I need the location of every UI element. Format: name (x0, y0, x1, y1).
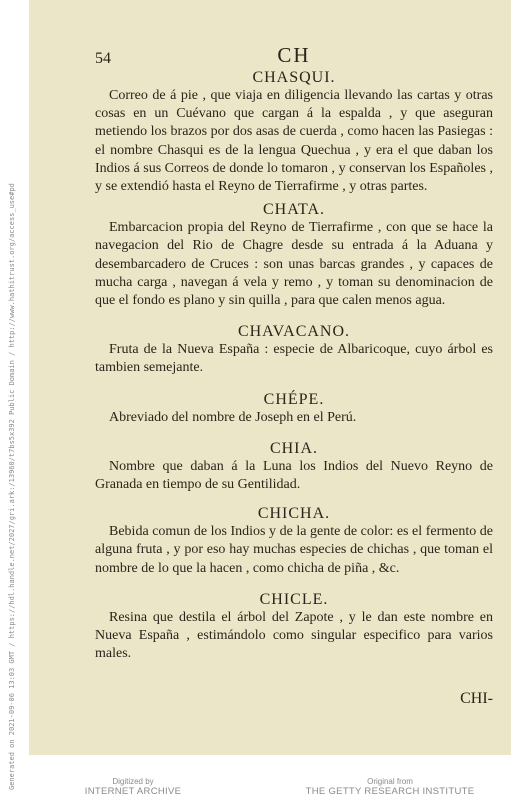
dictionary-entry (95, 390, 493, 427)
dictionary-entry (95, 504, 493, 578)
running-head: CH (277, 43, 311, 67)
entry-headword: CHATA. (262, 201, 326, 219)
scanned-page (29, 0, 511, 755)
dictionary-entry (95, 200, 493, 310)
page-number: 54 (95, 50, 111, 67)
footer-right-org: THE GETTY RESEARCH INSTITUTE (305, 786, 475, 797)
hathitrust-margin-note: Generated on 2021-09-06 13:03 GMT / https://hdl.handle.net/2027/gri.ark:/13960/t7bs5x392 Public Domain / http://www.hathitrust.org/access_use#pd (8, 183, 16, 790)
dictionary-entry (95, 590, 493, 664)
entry-definition: Bebida comun de los Indios y de la gente de color: es el fermento de alguna fruta , y por eso hay muchas especies de chichas , que toman el nombre de lo que la hacen , como chicha de piña , &c. (95, 524, 493, 576)
footer-left-org: INTERNET ARCHIVE (84, 786, 182, 797)
entry-headword: CHÉPE. (263, 390, 325, 408)
entry-headword: CHIA. (269, 439, 319, 457)
footer-digitized-by (33, 777, 233, 797)
footer-left-caption: Digitized by (112, 777, 154, 786)
entry-headword: CHICLE. (259, 590, 329, 608)
catchword: CHI- (460, 690, 493, 707)
dictionary-entry (95, 322, 493, 377)
page-content (95, 43, 493, 707)
entry-definition: Resina que destila el árbol del Zapote , y le dan este nombre en Nueva España , estimándolo como singular especifico para varios males. (95, 609, 493, 662)
entry-definition: Abreviado del nombre de Joseph en el Perú. (109, 409, 357, 425)
entry-definition: Correo de á pie , que viaja en diligencia llevando las cartas y otras cosas en un Cuévano que cargan á la espalda , y que aseguran metiendo los brazos por dos asas de cuerda , como hacen las Pasiegas : el nombre Chasqui es de la lengua Quechua , y era el que daban los Indios á sus Correos de donde lo tomaron , y conservan los Españoles , y se extendió hasta el Reyno de Tierrafirme , y otras partes. (95, 88, 493, 195)
entry-definition: Fruta de la Nueva España : especie de Albaricoque, cuyo árbol es tambien semejante. (95, 342, 493, 376)
entry-headword: CHICHA. (257, 505, 331, 523)
entry-definition: Nombre que daban á la Luna los Indios del Nuevo Reyno de Granada en tiempo de su Gentilidad. (95, 458, 493, 493)
dictionary-entry (95, 68, 493, 196)
entry-definition: Embarcacion propia del Reyno de Tierrafirme , con que se hace la navegacion del Rio de Chagre desde su entrada á la Aduana y desembarcadero de Cruces : son unas barcas grandes , y capaces de mucha carga , navegan á vela y remo , y toman su denominacion de que el fondo es plano y sin quilla , para que calen menos agua. (95, 220, 493, 309)
entry-headword: CHAVACANO. (237, 323, 351, 341)
footer-original-from (290, 777, 490, 797)
footer-right-caption: Original from (367, 777, 413, 786)
entry-headword: CHASQUI. (252, 69, 336, 86)
dictionary-entry (95, 439, 493, 494)
